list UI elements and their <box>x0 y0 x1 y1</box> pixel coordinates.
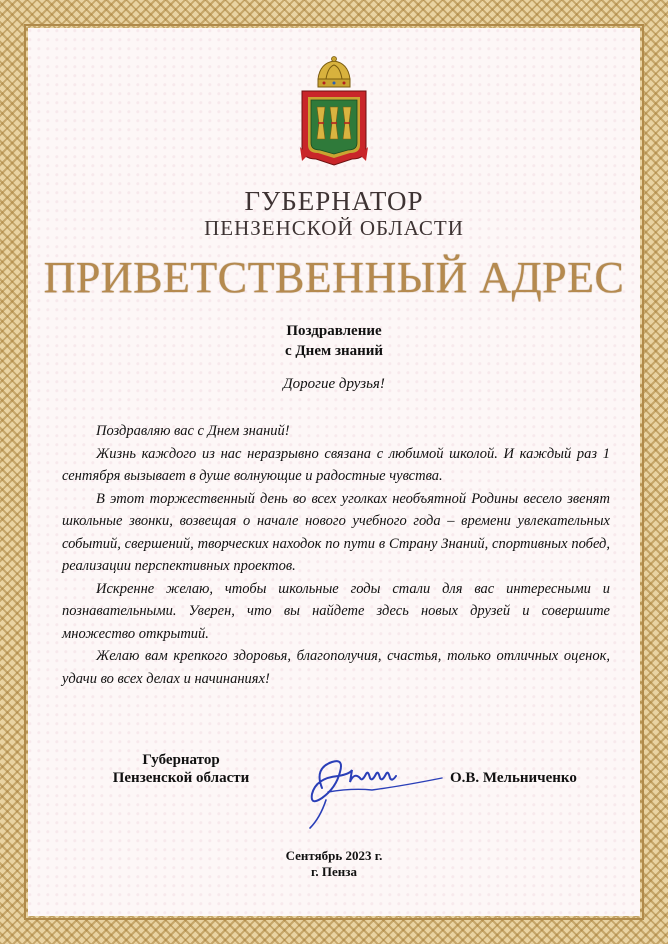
signatory-name: О.В. Мельниченко <box>450 770 577 786</box>
position-line1: Губернатор <box>142 752 220 768</box>
governor-heading: ГУБЕРНАТОР <box>244 186 424 216</box>
position-line2: Пензенской области <box>112 770 250 786</box>
paragraph: В этот торжественный день во всех уголках необъятной Родины весело звенят школьные звонки, возвещая о начале нового учебного года – времени увлекательных событий, свершений, творческих находок по пути в Страну Знаний, спортивных побед, реализации перспективных проектов. <box>62 490 610 574</box>
paragraph: Поздравляю вас с Днем знаний! <box>96 423 290 439</box>
subtitle-line2: с Днем знаний <box>284 343 384 359</box>
address-body <box>62 420 610 690</box>
date: Сентябрь 2023 г. <box>285 848 383 863</box>
date-place <box>0 848 668 880</box>
paragraph: Желаю вам крепкого здоровья, благополучия, счастья, только отличных оценок, удачи во всех делах и начинаниях! <box>62 648 610 687</box>
paragraph: Жизнь каждого из нас неразрывно связана с любимой школой. И каждый раз 1 сентября вызывает в душе волнующие и радостные чувства. <box>62 445 610 484</box>
signatory-position <box>96 751 266 787</box>
place: г. Пенза <box>310 864 358 879</box>
subtitle-line1: Поздравление <box>286 323 382 339</box>
greeting: Дорогие друзья! <box>283 376 385 392</box>
document-title: ПРИВЕТСТВЕННЫЙ АДРЕС <box>43 253 625 302</box>
handwritten-signature-icon <box>292 748 452 832</box>
region-heading: ПЕНЗЕНСКОЙ ОБЛАСТИ <box>204 216 464 240</box>
penza-coat-of-arms-icon <box>296 55 372 167</box>
paragraph: Искренне желаю, чтобы школьные годы стали для вас интересными и познавательными. Уверен, что вы найдете здесь новых друзей и совершите множество открытий. <box>62 580 610 642</box>
crown-icon <box>318 57 350 88</box>
